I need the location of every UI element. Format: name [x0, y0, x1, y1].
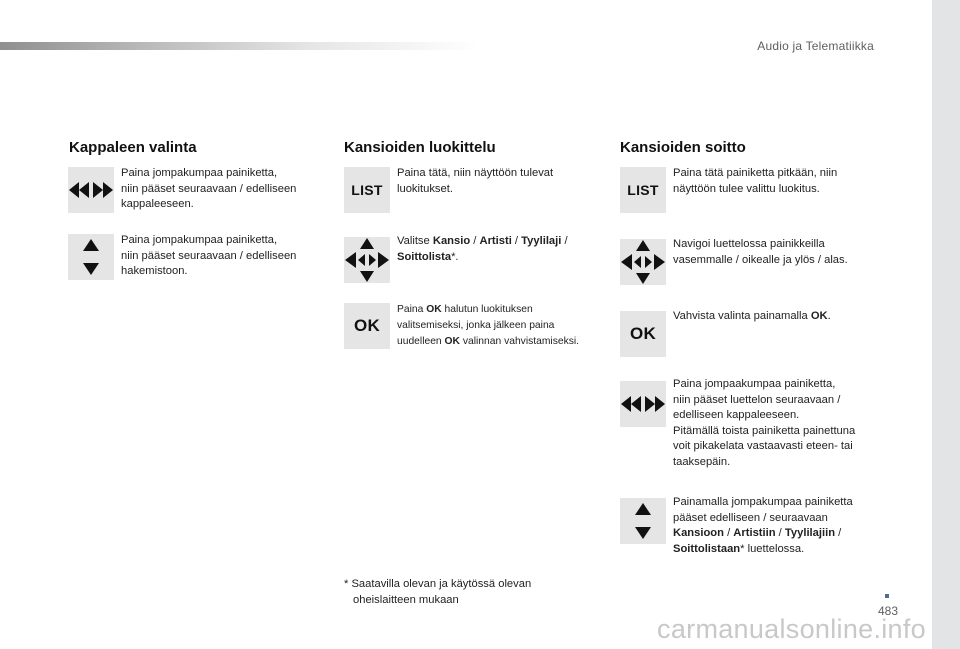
- list-button-label: LIST: [351, 182, 383, 198]
- column-title-folder-playback: Kansioiden soitto: [620, 139, 746, 156]
- description-confirm-selection: Vahvista valinta painamalla OK.: [673, 310, 831, 322]
- prev-next-button: [68, 167, 114, 213]
- ok-button-label: OK: [353, 316, 381, 335]
- page-edge-strip: [932, 0, 960, 649]
- up-down-button: [68, 234, 114, 280]
- description-select-category: Valitse Kansio / Artisti / Tyylilaji / Soittolista*.: [397, 235, 568, 263]
- description-navigate-list: Navigoi luettelossa painikkeilla vasemmalle / oikealle ja ylös / alas.: [673, 238, 848, 266]
- up-down-arrows-icon: [635, 503, 651, 539]
- description-track-skip-fast: Paina jompaakumpaa painiketta, niin pääset luettelon seuraavaan / edelliseen kappaleeseen. Pitämällä toista painiketta painettuna voit pikakelata vastaavasti eteen- tai taaksepäin.: [673, 378, 856, 468]
- four-way-arrows-icon: [345, 238, 389, 282]
- description-folder-up-down: Paina jompakumpaa painiketta, niin pääset seuraavaan / edelliseen hakemistoon.: [121, 234, 297, 278]
- prev-next-button: [620, 381, 666, 427]
- description-confirm-sorting: Paina OK halutun luokituksen valitsemiseksi, jonka jälkeen paina uudelleen OK valinnan vahvistamiseksi.: [397, 304, 580, 347]
- column-title-track-selection: Kappaleen valinta: [69, 139, 197, 156]
- footnote: * Saatavilla olevan ja käytössä olevan oheislaitteen mukaan: [344, 578, 532, 606]
- page-number: 483: [877, 604, 898, 618]
- section-label: Audio ja Telematiikka: [757, 39, 874, 53]
- ok-button: [620, 311, 666, 357]
- header-decor-bar: [0, 42, 480, 50]
- up-down-button: [620, 498, 666, 544]
- prev-next-arrows-icon: [621, 394, 665, 414]
- ok-button: [344, 303, 390, 349]
- list-button: [344, 167, 390, 213]
- list-button: [620, 167, 666, 213]
- prev-next-arrows-icon: [69, 180, 113, 200]
- watermark-text: carmanualsonline.info: [657, 614, 926, 644]
- column-title-folder-sorting: Kansioiden luokittelu: [344, 139, 496, 156]
- description-list-sorting: Paina tätä, niin näyttöön tulevat luokitukset.: [397, 167, 554, 195]
- description-list-long-press: Paina tätä painiketta pitkään, niin näyttöön tulee valittu luokitus.: [673, 167, 838, 195]
- description-track-prev-next: Paina jompakumpaa painiketta, niin pääset seuraavaan / edelliseen kappaleeseen.: [121, 167, 297, 211]
- four-way-button: [344, 237, 390, 283]
- ok-button-label: OK: [629, 324, 657, 343]
- four-way-arrows-icon: [621, 240, 665, 284]
- description-category-up-down: Painamalla jompakumpaa painiketta pääset edelliseen / seuraavaan Kansioon / Artistiin / Tyylilajiin / Soittolistaan* luettelossa.: [673, 496, 853, 555]
- page-marker: [885, 594, 889, 598]
- up-down-arrows-icon: [83, 239, 99, 275]
- list-button-label: LIST: [627, 182, 659, 198]
- four-way-button: [620, 239, 666, 285]
